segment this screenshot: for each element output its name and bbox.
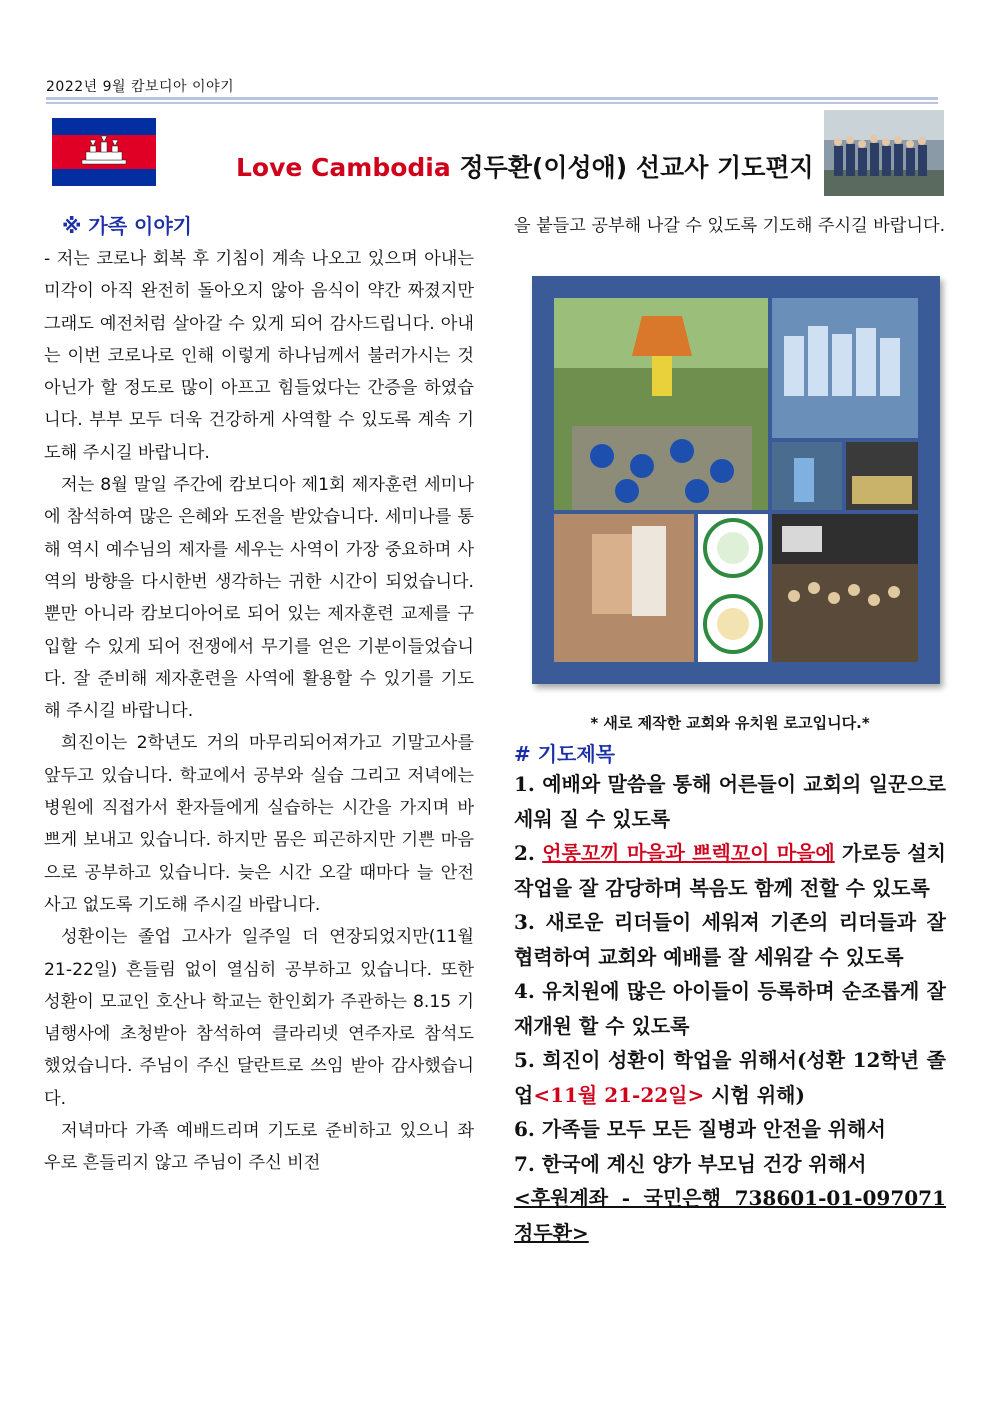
prayer-item-6: 6. 가족들 모두 모든 질병과 안전을 위해서 xyxy=(514,1117,886,1141)
prayer-item-5 xyxy=(514,1043,946,1112)
prayer-item-4: 4. 유치원에 많은 아이들이 등록하며 순조롭게 잘 재개원 할 수 있도록 xyxy=(514,979,946,1038)
family-paragraph-4: 성환이는 졸업 고사가 일주일 더 연장되었지만(11월 21-22일) 흔들림 없이 열심히 공부하고 있습니다. 또한 성환이 모교인 호산나 학교는 한인회가 주관하는 8.15 기념행사에 초청받아 참석하여 클라리넷 연주자로 참석도 했었습니다. 주님이 주신 달란트로 쓰임 받아 감사했습니다. xyxy=(44,927,474,1109)
cambodia-flag-image xyxy=(52,118,156,186)
header-divider-secondary xyxy=(46,102,938,104)
family-paragraph-3: 희진이는 2학년도 거의 마무리되어져가고 기말고사를 앞두고 있습니다. 학교에서 공부와 실습 그리고 저녁에는 병원에 직접가서 환자들에게 실습하는 시간을 가지며 바쁘게 보내고 있습니다. 하지만 몸은 피곤하지만 기쁜 마음으로 공부하고 있습니다. 늦은 시간 오갈 때마다 늘 안전사고 없도록 기도해 주시길 바랍니다. xyxy=(44,733,474,915)
page-title xyxy=(236,148,814,184)
prayer-5-text: 5. 희진이 성환이 학업을 위해서(성환 12학년 졸업 xyxy=(514,1048,946,1107)
title-english: Love Cambodia xyxy=(236,153,460,182)
prayer-item-1: 1. 예배와 말씀을 통해 어른들이 교회의 일꾼으로 세워 질 수 있도록 xyxy=(514,772,946,831)
prayer-topics xyxy=(514,738,946,1250)
prayer-item-3: 3. 새로운 리더들이 세워져 기존의 리더들과 잘 협력하여 교회와 예배를 잘 세워갈 수 있도록 xyxy=(514,910,946,969)
photo-caption: * 새로 제작한 교회와 유치원 로고입니다.* xyxy=(590,714,870,732)
prayer-5-rest: 시험 위해) xyxy=(704,1082,805,1107)
header-date: 2022년 9월 캄보디아 이야기 xyxy=(46,79,235,95)
prayer-2-number: 2. xyxy=(514,841,543,865)
family-paragraph-5: 저녁마다 가족 예배드리며 기도로 준비하고 있으니 좌우로 흔들리지 않고 주님이 주신 비전 xyxy=(44,1121,474,1174)
collage-image xyxy=(532,276,940,684)
family-paragraph-2: 저는 8월 말일 주간에 캄보디아 제1회 제자훈련 세미나에 참석하여 많은 은혜와 도전을 받았습니다. 세미나를 통해 역시 예수님의 제자를 세우는 사역이 가장 중요하며 사역의 방향을 다시한번 생각하는 귀한 시간이 되었습니다. 뿐만 아니라 캄보디아어로 되어 있는 제자훈련 교제를 구입할 수 있게 되어 전쟁에서 무기를 얻은 기분이들었습니다. 잘 준비해 제자훈련을 사역에 활용할 수 있기를 기도해 주시길 바랍니다. xyxy=(44,475,474,722)
section-title-prayer: # 기도제목 xyxy=(514,742,616,766)
donation-account: <후원계좌 - 국민은행 738601-01-097071 정두환> xyxy=(514,1186,946,1245)
prayer-item-7: 7. 한국에 계신 양가 부모님 건강 위해서 xyxy=(514,1151,867,1176)
title-korean: 정두환(이성애) 선교사 기도편지 xyxy=(459,153,814,182)
family-paragraph-1: - 저는 코로나 회복 후 기침이 계속 나오고 있으며 아내는 미각이 아직 완전히 돌아오지 않아 음식이 약간 짜졌지만 그래도 예전처럼 살아갈 수 있게 되어 감사드립니다. 아내는 이번 코로나로 인해 이렇게 하나님께서 불러가시는 것 아닌가 할 정도로 많이 아프고 힘들었다는 간증을 하였습니다. 부부 모두 더욱 건강하게 사역할 수 있도록 계속 기도해 주시길 바랍니다. xyxy=(44,249,474,463)
continuation-text xyxy=(514,210,946,242)
header-divider xyxy=(46,97,938,100)
prayer-item-2 xyxy=(514,836,946,905)
photo-collage xyxy=(532,276,940,684)
prayer-2-villages: 언롱꼬끼 마을과 쁘렉꼬이 마을에 xyxy=(542,841,835,865)
family-story-column xyxy=(44,210,474,1180)
prayer-5-dates: <11월 21-22일> xyxy=(533,1082,705,1107)
prayer-2-text: 가로등 설치 작업을 잘 감당하며 복음도 함께 전할 수 있도록 xyxy=(514,841,946,900)
continuation-paragraph: 을 붙들고 공부해 나갈 수 있도록 기도해 주시길 바랍니다. xyxy=(514,216,946,236)
group-photo-image xyxy=(824,110,944,196)
section-title-family: ※ 가족 이야기 xyxy=(62,214,192,238)
